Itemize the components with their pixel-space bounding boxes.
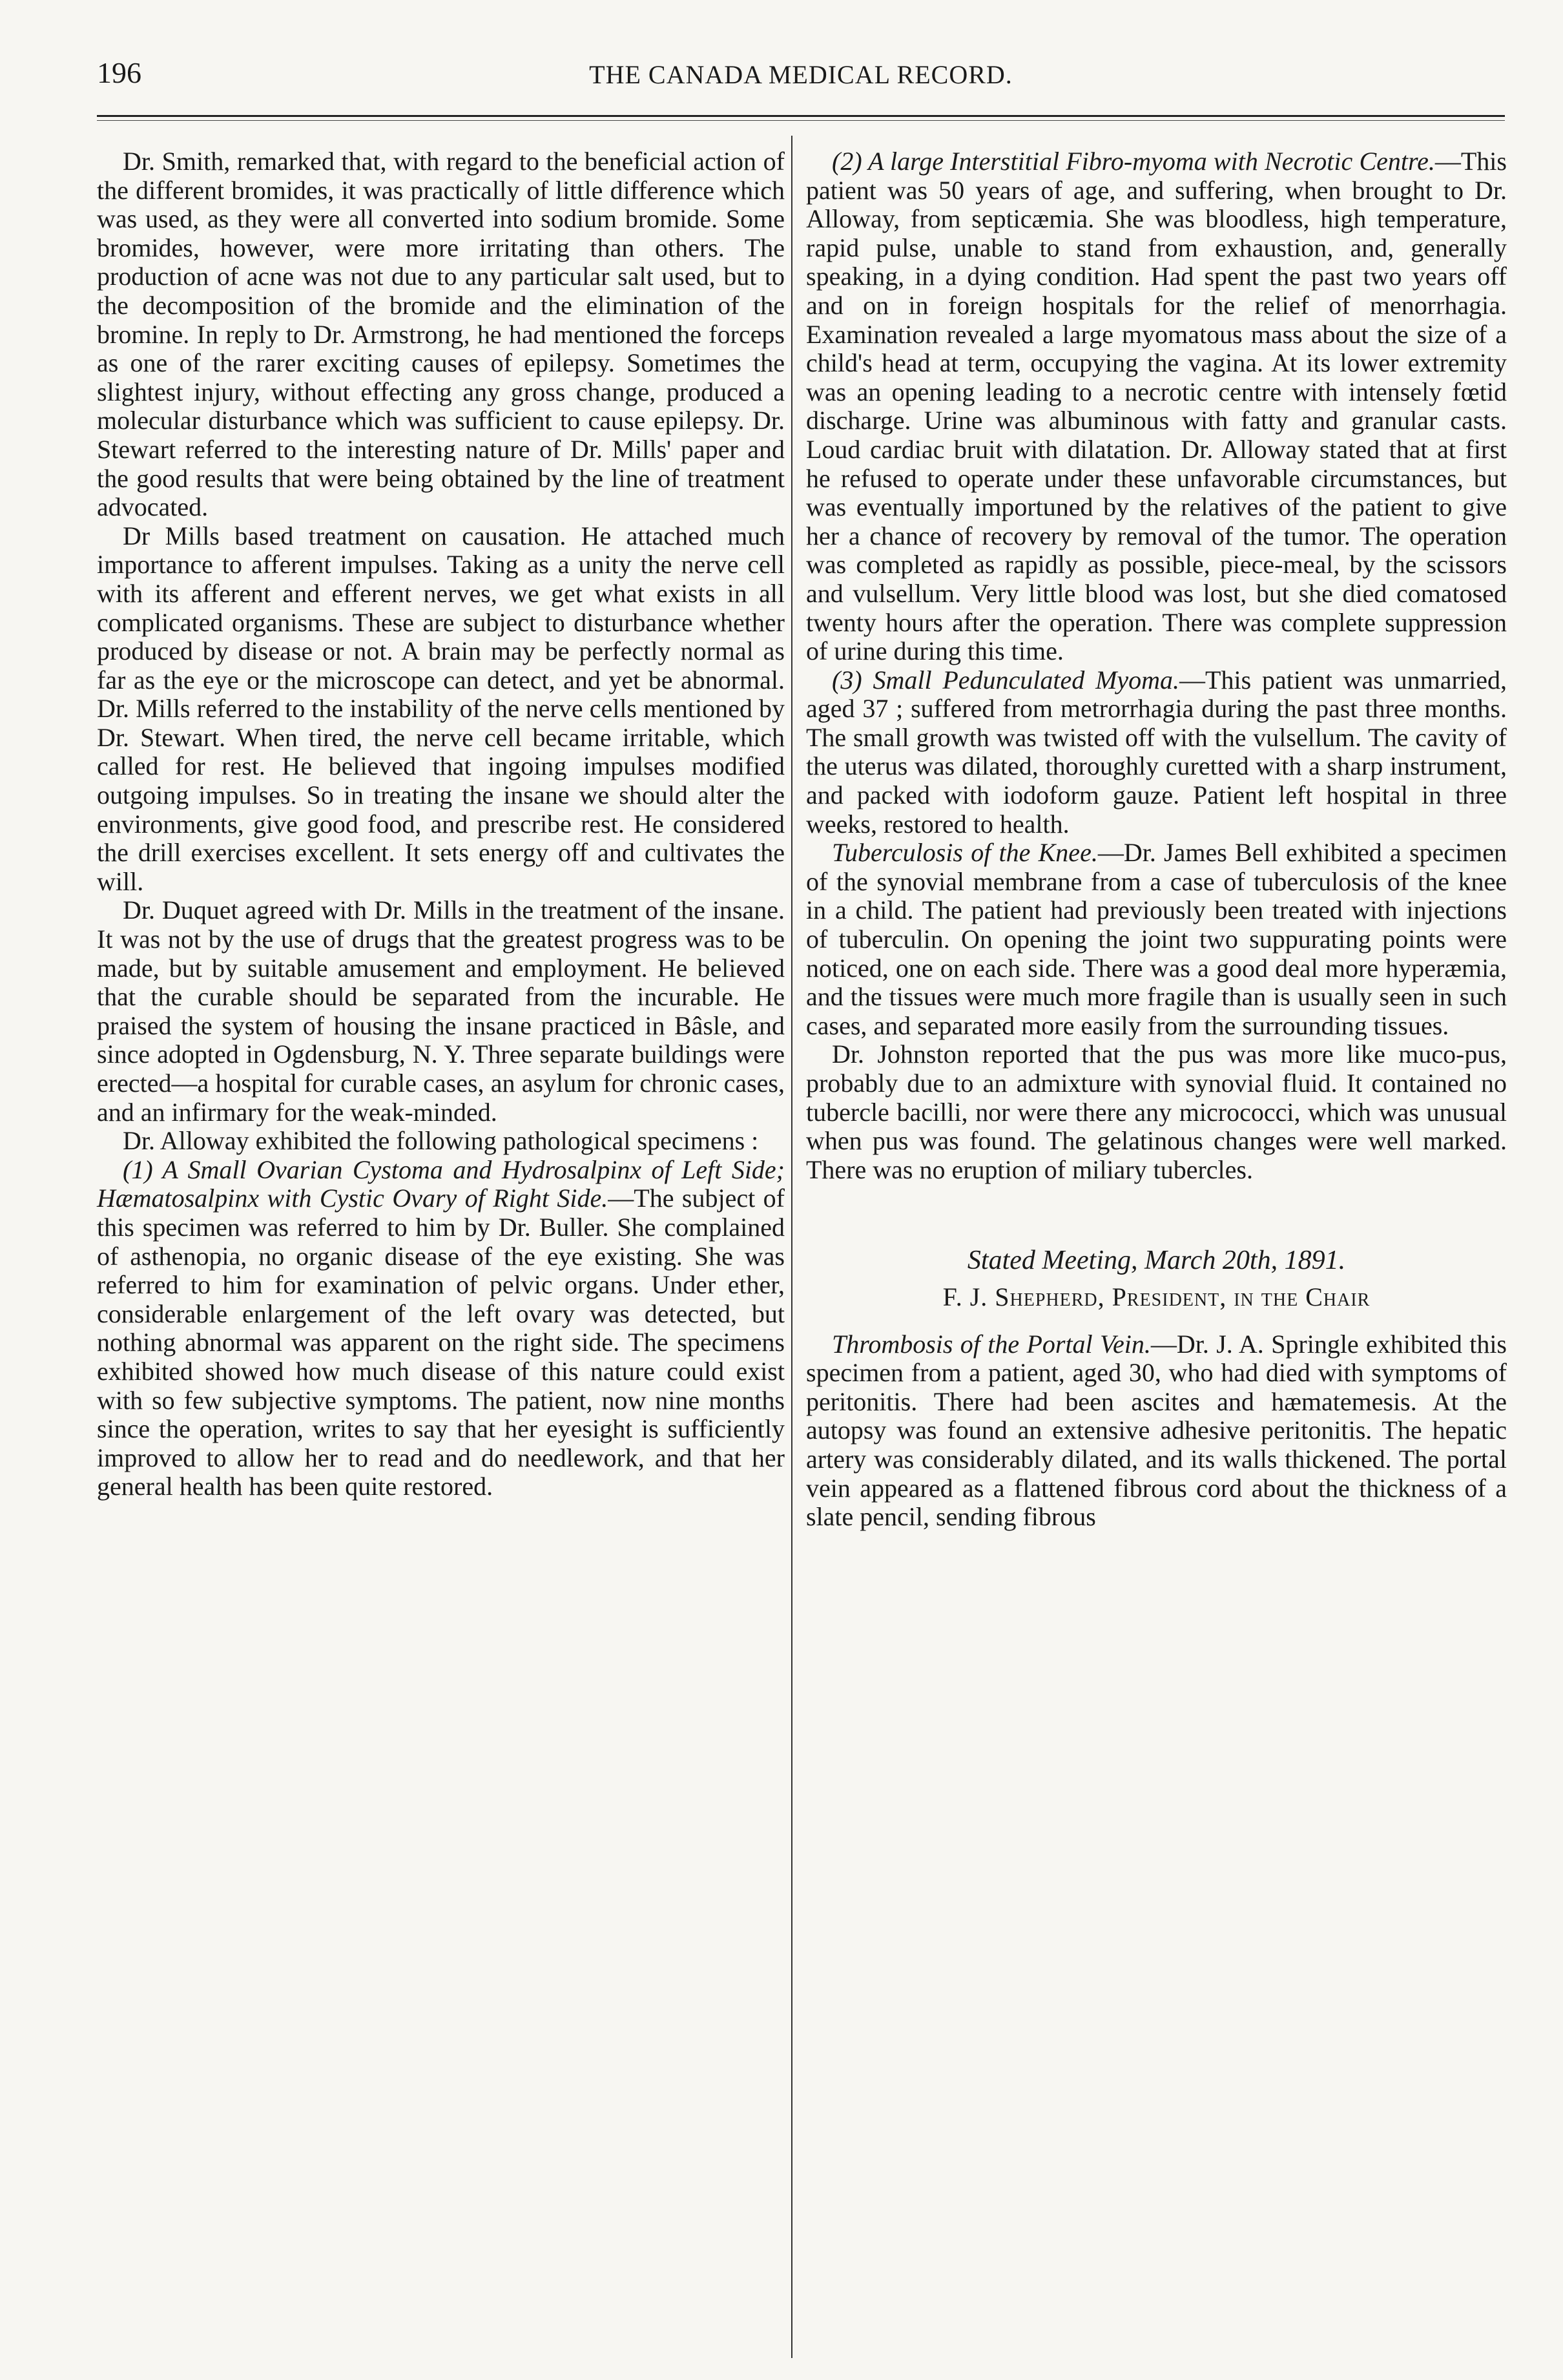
chair-line: F. J. Shepherd, President, in the Chair	[942, 1282, 1371, 1311]
specimen-2	[806, 147, 1507, 666]
page-number: 196	[97, 56, 141, 89]
paragraph-alloway: Dr. Alloway exhibited the following pathological specimens :	[123, 1126, 759, 1156]
thrombosis-title: Thrombosis of the Portal Vein.	[832, 1329, 1151, 1359]
header-rule-thin	[97, 120, 1505, 121]
specimen-2-text: —This patient was 50 years of age, and suffering, when brought to Dr. Alloway, from septicæmia. She was bloodless, high temperature, rapid pulse, unable to stand from exhaustion, and, generally speaking, in a dying condition. Had spent the past two years off and on in foreign hospitals for the relief of menorrhagia. Examination revealed a large myomatous mass about the size of a child's head at term, occupying the vagina. At its lower extremity was an opening leading to a necrotic centre with intensely fœtid discharge. Urine was albuminous with fatty and granular casts. Loud cardiac bruit with dilatation. Dr. Alloway stated that at first he refused to operate under these unfavorable circumstances, but was eventually importuned by the relatives of the patient to give her a chance of recovery by removal of the tumor. The operation was completed as rapidly as possible, piece-meal, by the scissors and vulsellum. Very little blood was lost, but she died comatosed twenty hours after the operation. There was complete suppression of urine during this time.	[806, 147, 1507, 666]
page-header	[97, 56, 1505, 101]
specimen-3	[806, 666, 1507, 839]
paragraph-johnston: Dr. Johnston reported that the pus was more like muco-pus, probably due to an admixture with synovial fluid. It contained no tubercle bacilli, nor were there any micrococci, which was unusual when pus was found. The gelatinous changes were well marked. There was no eruption of miliary tubercles.	[806, 1039, 1507, 1184]
tuberculosis-knee-text: —Dr. James Bell exhibited a specimen of the synovial membrane from a case of tuberculosis of the knee in a child. The patient had previously been treated with injections of tuberculin. On opening the joint two suppurating points were noticed, one on each side. There was a good deal more hyperæmia, and the tissues were much more fragile than is usually seen in such cases, and separated more easily from the surrounding tissues.	[806, 838, 1507, 1040]
specimen-1-text: —The subject of this specimen was referred to him by Dr. Buller. She complained of asthenopia, no organic disease of the eye existing. She was referred to him for examination of pelvic organs. Under ether, considerable enlargement of the left ovary was detected, but nothing abnormal was apparent on the right side. The specimens exhibited showed how much disease of this nature could exist with so few subjective symptoms. The patient, now nine months since the operation, writes to say that her eyesight is sufficiently improved to allow her to read and do needlework, and that her general health has been quite restored.	[97, 1184, 785, 1501]
column-divider	[791, 136, 792, 2358]
running-head: THE CANADA MEDICAL RECORD.	[589, 60, 1013, 89]
right-column	[806, 147, 1507, 1532]
specimen-3-text: —This patient was unmarried, aged 37 ; suffered from metrorrhagia during the past three months. The small growth was twisted off with the vulsellum. The cavity of the uterus was dilated, thoroughly curetted with a sharp instrument, and packed with iodoform gauze. Patient left hospital in three weeks, restored to health.	[806, 665, 1507, 839]
meeting-heading: Stated Meeting, March 20th, 1891.	[967, 1246, 1346, 1276]
specimen-1	[97, 1156, 785, 1501]
paragraph-smith: Dr. Smith, remarked that, with regard to the beneficial action of the different bromides, it was practically of little difference which was used, as they were all converted into sodium bromide. Some bromides, however, were more irritating than others. The production of acne was not due to any particular salt used, but to the decomposition of the bromide and the elimination of the bromine. In reply to Dr. Armstrong, he had mentioned the forceps as one of the rarer exciting causes of epilepsy. Sometimes the slightest injury, without effecting any gross change, produced a molecular disturbance which was sufficient to cause epilepsy. Dr. Stewart referred to the interesting nature of Dr. Mills' paper and the good results that were being obtained by the line of treatment advocated.	[97, 147, 785, 522]
left-column	[97, 147, 785, 1501]
tuberculosis-knee-title: Tuberculosis of the Knee.	[832, 838, 1098, 868]
thrombosis-portal-vein	[806, 1330, 1507, 1532]
specimen-3-title: (3) Small Pedunculated Myoma.	[832, 665, 1180, 694]
header-rule	[97, 115, 1505, 117]
specimen-2-title: (2) A large Interstitial Fibro-myoma with Necrotic Centre.	[832, 147, 1435, 176]
thrombosis-text: —Dr. J. A. Springle exhibited this specimen from a patient, aged 30, who had died with symptoms of peritonitis. There had been ascites and hæmatemesis. At the autopsy was found an extensive adhesive peritonitis. The hepatic artery was considerably dilated, and its walls thickened. The portal vein appeared as a flattened fibrous cord about the thickness of a slate pencil, sending fibrous	[806, 1329, 1507, 1532]
tuberculosis-knee	[806, 839, 1507, 1040]
specimen-1-title: (1) A Small Ovarian Cystoma and Hydrosalpinx of Left Side; Hæmatosalpinx with Cystic Ovary of Right Side.	[97, 1154, 785, 1213]
paragraph-mills: Dr Mills based treatment on causation. He attached much importance to afferent impulses. Taking as a unity the nerve cell with its afferent and efferent nerves, we get what exists in all complicated organisms. These are subject to disturbance whether produced by disease or not. A brain may be perfectly normal as far as the eye or the microscope can detect, and yet be abnormal. Dr. Mills referred to the instability of the nerve cells mentioned by Dr. Stewart. When tired, the nerve cell became irritable, which called for rest. He believed that ingoing impulses modified outgoing impulses. So in treating the insane we should alter the environments, give good food, and prescribe rest. He considered the drill exercises excellent. It sets energy off and cultivates the will.	[97, 521, 785, 896]
paragraph-duquet: Dr. Duquet agreed with Dr. Mills in the treatment of the insane. It was not by the use of drugs that the greatest progress was to be made, but by suitable amusement and employment. He believed that the curable should be separated from the incurable. He praised the system of housing the insane practiced in Bâsle, and since adopted in Ogdensburg, N. Y. Three separate buildings were erected—a hospital for curable cases, an asylum for chronic cases, and an infirmary for the weak-minded.	[97, 895, 785, 1127]
